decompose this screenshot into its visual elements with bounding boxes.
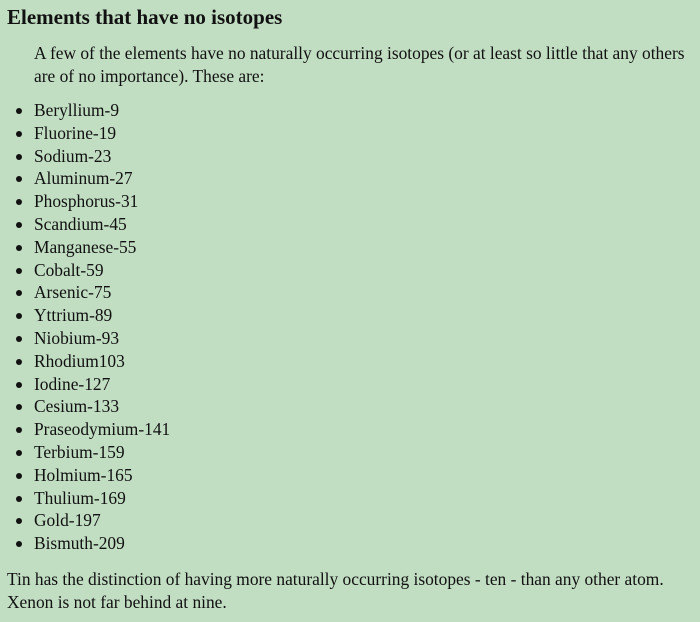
bullet-icon xyxy=(16,427,22,433)
element-name: Cobalt-59 xyxy=(34,259,104,280)
bullet-icon xyxy=(16,290,22,296)
bullet-icon xyxy=(16,518,22,524)
bullet-icon xyxy=(16,222,22,228)
bullet-icon xyxy=(16,108,22,114)
element-name: Terbium-159 xyxy=(34,441,125,462)
element-name: Iodine-127 xyxy=(34,373,111,394)
bullet-icon xyxy=(16,313,22,319)
bullet-icon xyxy=(16,359,22,365)
intro-paragraph: A few of the elements have no naturally occurring isotopes (or at least so little that any others are of no importance). These are: xyxy=(34,43,685,86)
element-name: Thulium-169 xyxy=(34,487,126,508)
bullet-icon xyxy=(16,131,22,137)
bullet-icon xyxy=(16,404,22,410)
element-name: Praseodymium-141 xyxy=(34,419,171,440)
bullet-icon xyxy=(16,336,22,342)
element-name: Yttrium-89 xyxy=(34,305,113,326)
element-name: Holmium-165 xyxy=(34,464,133,485)
element-name: Fluorine-19 xyxy=(34,122,117,143)
element-name: Rhodium103 xyxy=(34,350,125,371)
element-name: Beryllium-9 xyxy=(34,100,120,120)
closing-paragraph: Tin has the distinction of having more naturally occurring isotopes - ten - than any other atom. Xenon is not far behind at nine. xyxy=(7,569,664,612)
bullet-icon xyxy=(16,496,22,502)
element-name: Manganese-55 xyxy=(34,236,137,257)
element-name: Aluminum-27 xyxy=(34,168,133,189)
element-name: Gold-197 xyxy=(34,510,101,531)
element-name: Bismuth-209 xyxy=(34,533,125,554)
element-name: Cesium-133 xyxy=(34,396,120,417)
element-name: Niobium-93 xyxy=(34,327,120,348)
bullet-icon xyxy=(16,245,22,251)
bullet-icon xyxy=(16,176,22,182)
bullet-icon xyxy=(16,541,22,547)
element-name: Phosphorus-31 xyxy=(34,191,139,212)
bullet-icon xyxy=(16,473,22,479)
element-name: Sodium-23 xyxy=(34,145,112,166)
bullet-icon xyxy=(16,450,22,456)
bullet-icon xyxy=(16,199,22,205)
element-name: Scandium-45 xyxy=(34,213,127,234)
section-title: Elements that have no isotopes xyxy=(7,5,283,29)
bullet-icon xyxy=(16,154,22,160)
element-name: Arsenic-75 xyxy=(34,282,112,303)
bullet-icon xyxy=(16,382,22,388)
bullet-icon xyxy=(16,268,22,274)
